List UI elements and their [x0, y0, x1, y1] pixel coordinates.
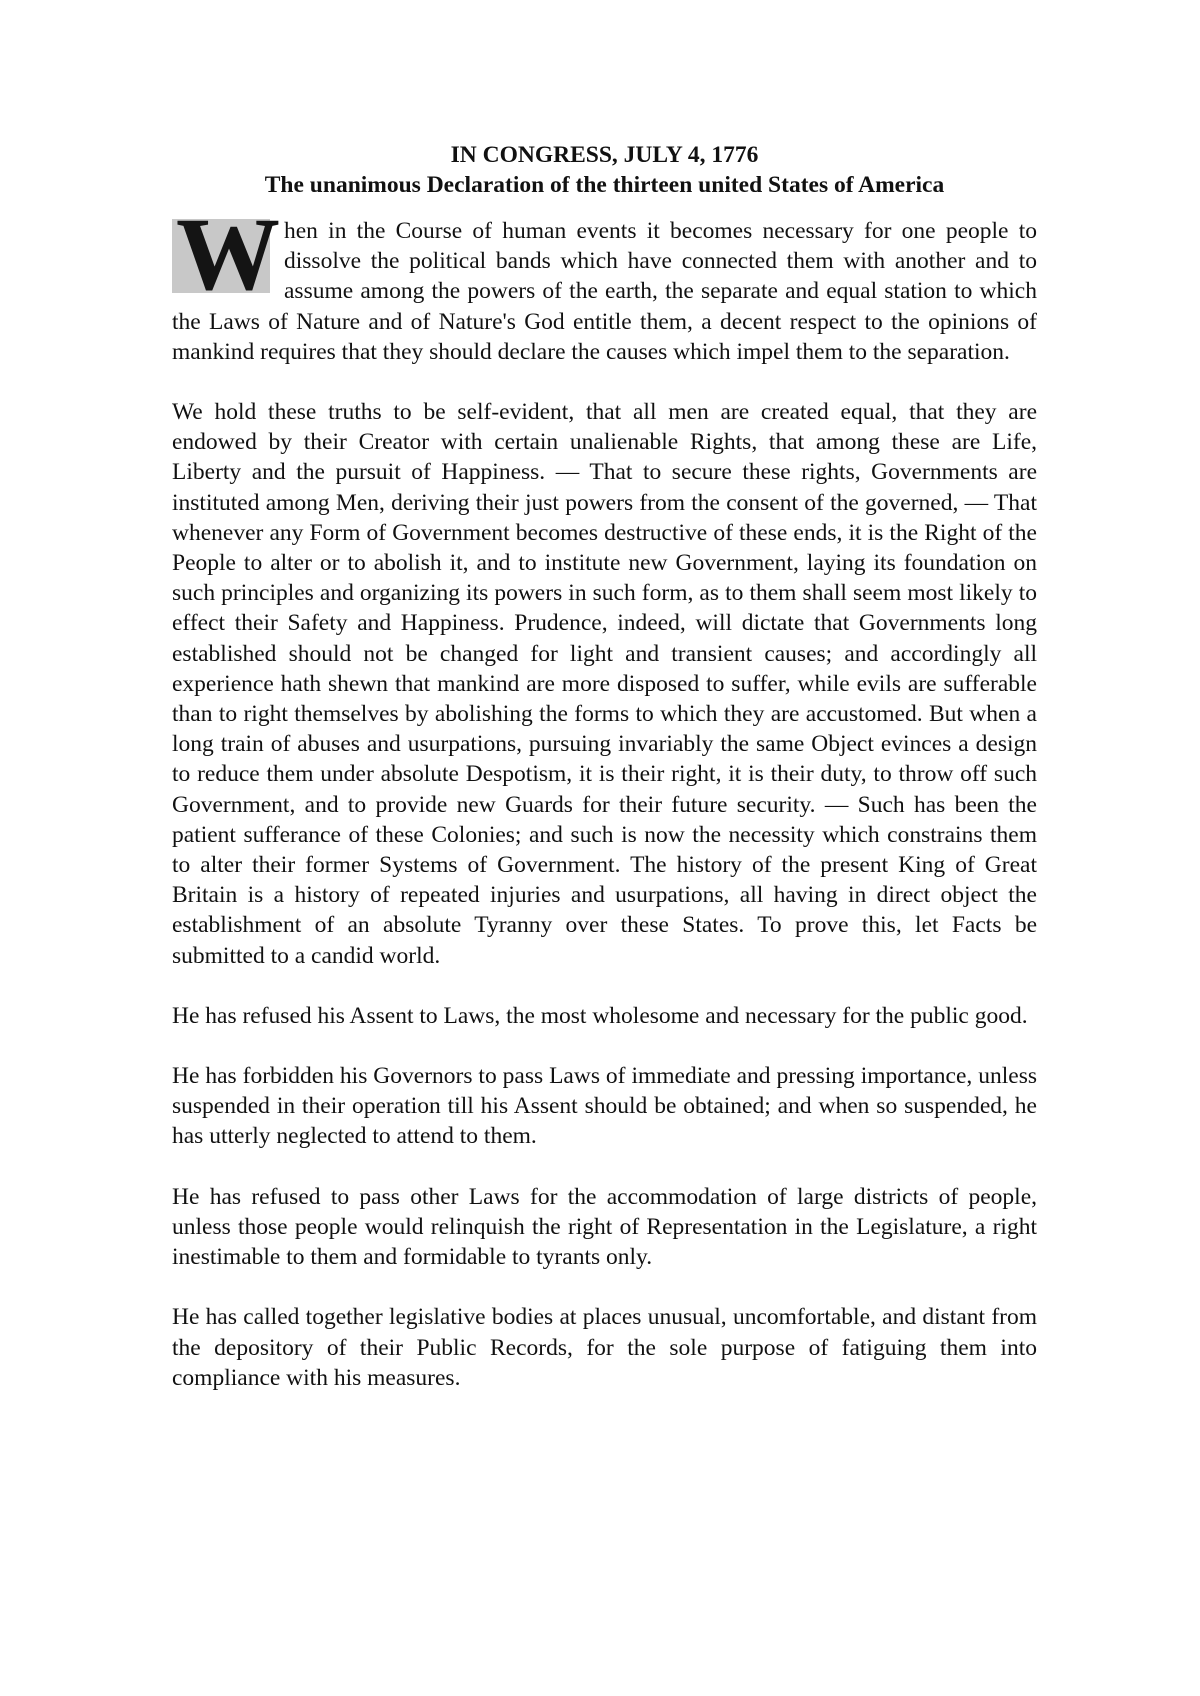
dropcap-glyph: W: [176, 197, 278, 312]
paragraph-4: He has forbidden his Governors to pass Laws of immediate and pressing importance, unless suspended in their operation till his Assent should be obtained; and when so suspended, he has utterly neglected to attend to them.: [172, 1063, 1037, 1150]
paragraph-1: [172, 197, 1037, 367]
document-subtitle: The unanimous Declaration of the thirteen united States of America: [264, 172, 945, 198]
paragraph-1-text: hen in the Course of human events it becomes necessary for one people to dissolve the political bands which have connected them with another and to assume among the powers of the earth, the separate and equal station to which the Laws of Nature and of Nature's God entitle them, a decent respect to the opinions of mankind requires that they should declare the causes which impel them to the separation.: [172, 218, 1037, 365]
paragraph-2: We hold these truths to be self-evident, that all men are created equal, that they are endowed by their Creator with certain unalienable Rights, that among these are Life, Liberty and the pursuit of Happiness. — That to secure these rights, Governments are instituted among Men, deriving their just powers from the consent of the governed, — That whenever any Form of Government becomes destructive of these ends, it is the Right of the People to alter or to abolish it, and to institute new Government, laying its foundation on such principles and organizing its powers in such form, as to them shall seem most likely to effect their Safety and Happiness. Prudence, indeed, will dictate that Governments long established should not be changed for light and transient causes; and accordingly all experience hath shewn that mankind are more disposed to suffer, while evils are sufferable than to right themselves by abolishing the forms to which they are accustomed. But when a long train of abuses and usurpations, pursuing invariably the same Object evinces a design to reduce them under absolute Despotism, it is their right, it is their duty, to throw off such Government, and to provide new Guards for their future security. — Such has been the patient sufferance of these Colonies; and such is now the necessity which constrains them to alter their former Systems of Government. The history of the present King of Great Britain is a history of repeated injuries and usurpations, all having in direct object the establishment of an absolute Tyranny over these States. To prove this, let Facts be submitted to a candid world.: [172, 399, 1037, 969]
paragraph-6: He has called together legislative bodies at places unusual, uncomfortable, and distant from the depository of their Public Records, for the sole purpose of fatiguing them into compliance with his measures.: [172, 1304, 1037, 1391]
document-title: IN CONGRESS, JULY 4, 1776: [450, 142, 759, 168]
paragraph-5: He has refused to pass other Laws for the accommodation of large districts of people, unless those people would relinquish the right of Representation in the Legislature, a right inestimable to them and formidable to tyrants only.: [172, 1183, 1037, 1271]
document-page: [172, 140, 1037, 1423]
paragraph-3: He has refused his Assent to Laws, the most wholesome and necessary for the public good.: [172, 1002, 1028, 1029]
dropcap-letter: [172, 197, 278, 312]
